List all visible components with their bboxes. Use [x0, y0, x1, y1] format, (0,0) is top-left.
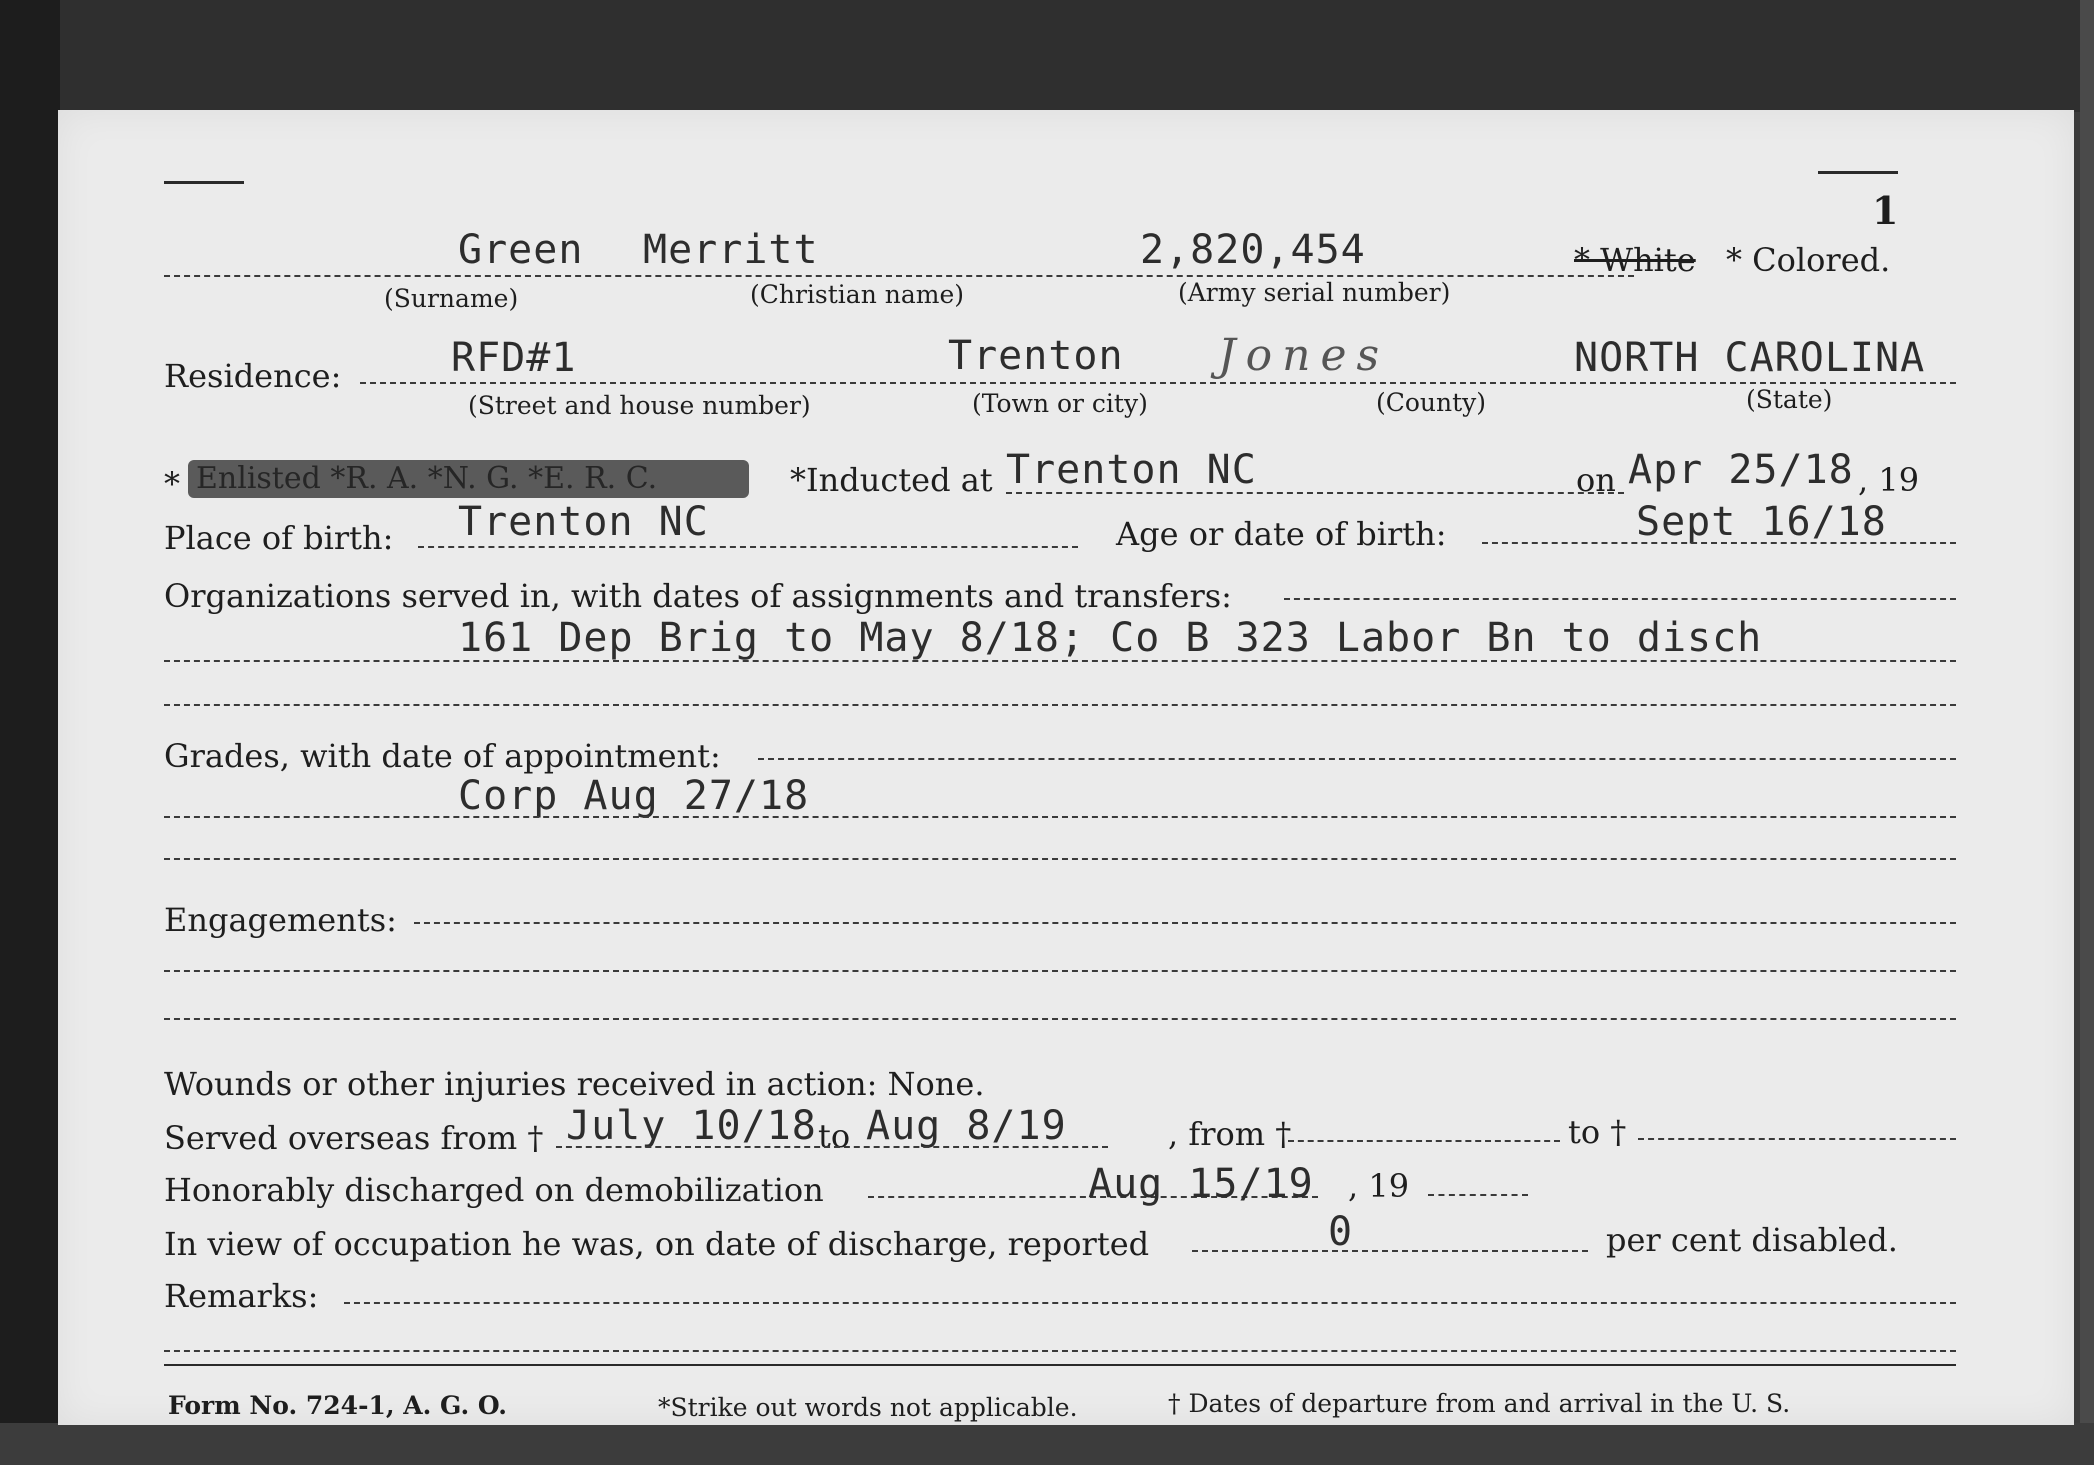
overseas-to2-label: to †: [1568, 1113, 1627, 1151]
organizations-line-3: [164, 704, 1956, 706]
county-value: Jones: [1218, 330, 1390, 381]
on-label: on: [1576, 461, 1616, 499]
discharge-year-suffix: , 19: [1348, 1167, 1410, 1205]
scan-background-right: [2080, 0, 2094, 1465]
grades-label: Grades, with date of appointment:: [164, 737, 721, 775]
inducted-label: *Inducted at: [790, 461, 993, 499]
disability-label: In view of occupation he was, on date of discharge, reported: [164, 1225, 1150, 1263]
name-line: [164, 275, 1634, 277]
organizations-value: 161 Dep Brig to May 8/18; Co B 323 Labor Bn to disch: [458, 615, 1763, 661]
state-label: (State): [1746, 385, 1833, 414]
organizations-label: Organizations served in, with dates of assignments and transfers:: [164, 577, 1232, 615]
place-of-birth-line: [418, 546, 1078, 548]
town-value: Trenton: [948, 333, 1124, 379]
place-of-birth-label: Place of birth:: [164, 519, 394, 557]
street-label: (Street and house number): [468, 391, 811, 420]
disability-value: 0: [1328, 1209, 1354, 1255]
age-label: Age or date of birth:: [1116, 515, 1447, 553]
grades-line-3: [164, 858, 1956, 860]
residence-label: Residence:: [164, 357, 342, 395]
engagements-line-1: [414, 922, 1956, 924]
grades-value: Corp Aug 27/18: [458, 773, 810, 819]
overseas-from-value: July 10/18: [566, 1103, 817, 1149]
street-value: RFD#1: [451, 335, 577, 381]
disability-line: [1192, 1250, 1588, 1252]
engagements-line-2: [164, 970, 1956, 972]
state-value: NORTH CAROLINA: [1574, 335, 1926, 381]
residence-line: [360, 382, 1956, 384]
scan-background-bottom: [0, 1423, 2094, 1465]
strike-note: *Strike out words not applicable.: [658, 1393, 1078, 1422]
form-number: Form No. 724-1, A. G. O.: [168, 1391, 507, 1420]
service-record-card: [58, 110, 2074, 1425]
top-right-rule: [1818, 171, 1898, 174]
dates-note: † Dates of departure from and arrival in the U. S.: [1168, 1389, 1791, 1418]
overseas-from2-label: , from †: [1168, 1115, 1292, 1153]
serial-number-value: 2,820,454: [1140, 227, 1366, 273]
enlisted-asterisk: *: [164, 465, 180, 503]
inducted-year-suffix: , 19: [1858, 461, 1920, 499]
inducted-date-value: Apr 25/18: [1628, 447, 1854, 493]
top-left-rule: [164, 181, 244, 184]
page-number: 1: [1872, 188, 1899, 233]
overseas-line-1: [556, 1146, 1108, 1148]
serial-number-label: (Army serial number): [1178, 278, 1451, 307]
discharge-label: Honorably discharged on demobilization: [164, 1171, 824, 1209]
remarks-label: Remarks:: [164, 1277, 319, 1315]
grades-line-2: [164, 816, 1956, 818]
organizations-line-2: [164, 660, 1956, 662]
age-value: Sept 16/18: [1636, 499, 1887, 545]
place-of-birth-value: Trenton NC: [458, 499, 709, 545]
engagements-label: Engagements:: [164, 901, 397, 939]
christian-name-value: Merritt: [643, 227, 819, 273]
discharge-year-line: [1428, 1194, 1528, 1196]
surname-label: (Surname): [384, 284, 519, 313]
inducted-line: [1006, 492, 1624, 494]
enlisted-options-struck: Enlisted *R. A. *N. G. *E. R. C.: [188, 460, 749, 498]
colored-option: * Colored.: [1726, 241, 1891, 279]
disability-suffix: per cent disabled.: [1606, 1221, 1898, 1259]
white-option: * White: [1574, 241, 1696, 279]
overseas-to-value: Aug 8/19: [866, 1103, 1067, 1149]
engagements-line-3: [164, 1018, 1956, 1020]
grades-line-1: [758, 758, 1956, 760]
footer-rule: [164, 1364, 1956, 1366]
surname-value: Green: [458, 227, 584, 273]
overseas-to-label: to: [818, 1117, 851, 1155]
age-line: [1482, 542, 1956, 544]
wounds-label: Wounds or other injuries received in action: None.: [164, 1065, 985, 1103]
scan-background-left: [0, 0, 60, 1465]
overseas-label: Served overseas from †: [164, 1119, 544, 1157]
overseas-line-3: [1638, 1138, 1956, 1140]
remarks-line-2: [164, 1350, 1956, 1352]
overseas-line-2: [1288, 1140, 1560, 1142]
remarks-line-1: [344, 1302, 1956, 1304]
inducted-place-value: Trenton NC: [1006, 447, 1257, 493]
discharge-date-value: Aug 15/19: [1088, 1161, 1314, 1207]
organizations-line-1: [1284, 598, 1956, 600]
county-label: (County): [1376, 388, 1487, 417]
christian-name-label: (Christian name): [750, 280, 965, 309]
scan-background-top: [0, 0, 2094, 112]
town-label: (Town or city): [972, 389, 1148, 418]
